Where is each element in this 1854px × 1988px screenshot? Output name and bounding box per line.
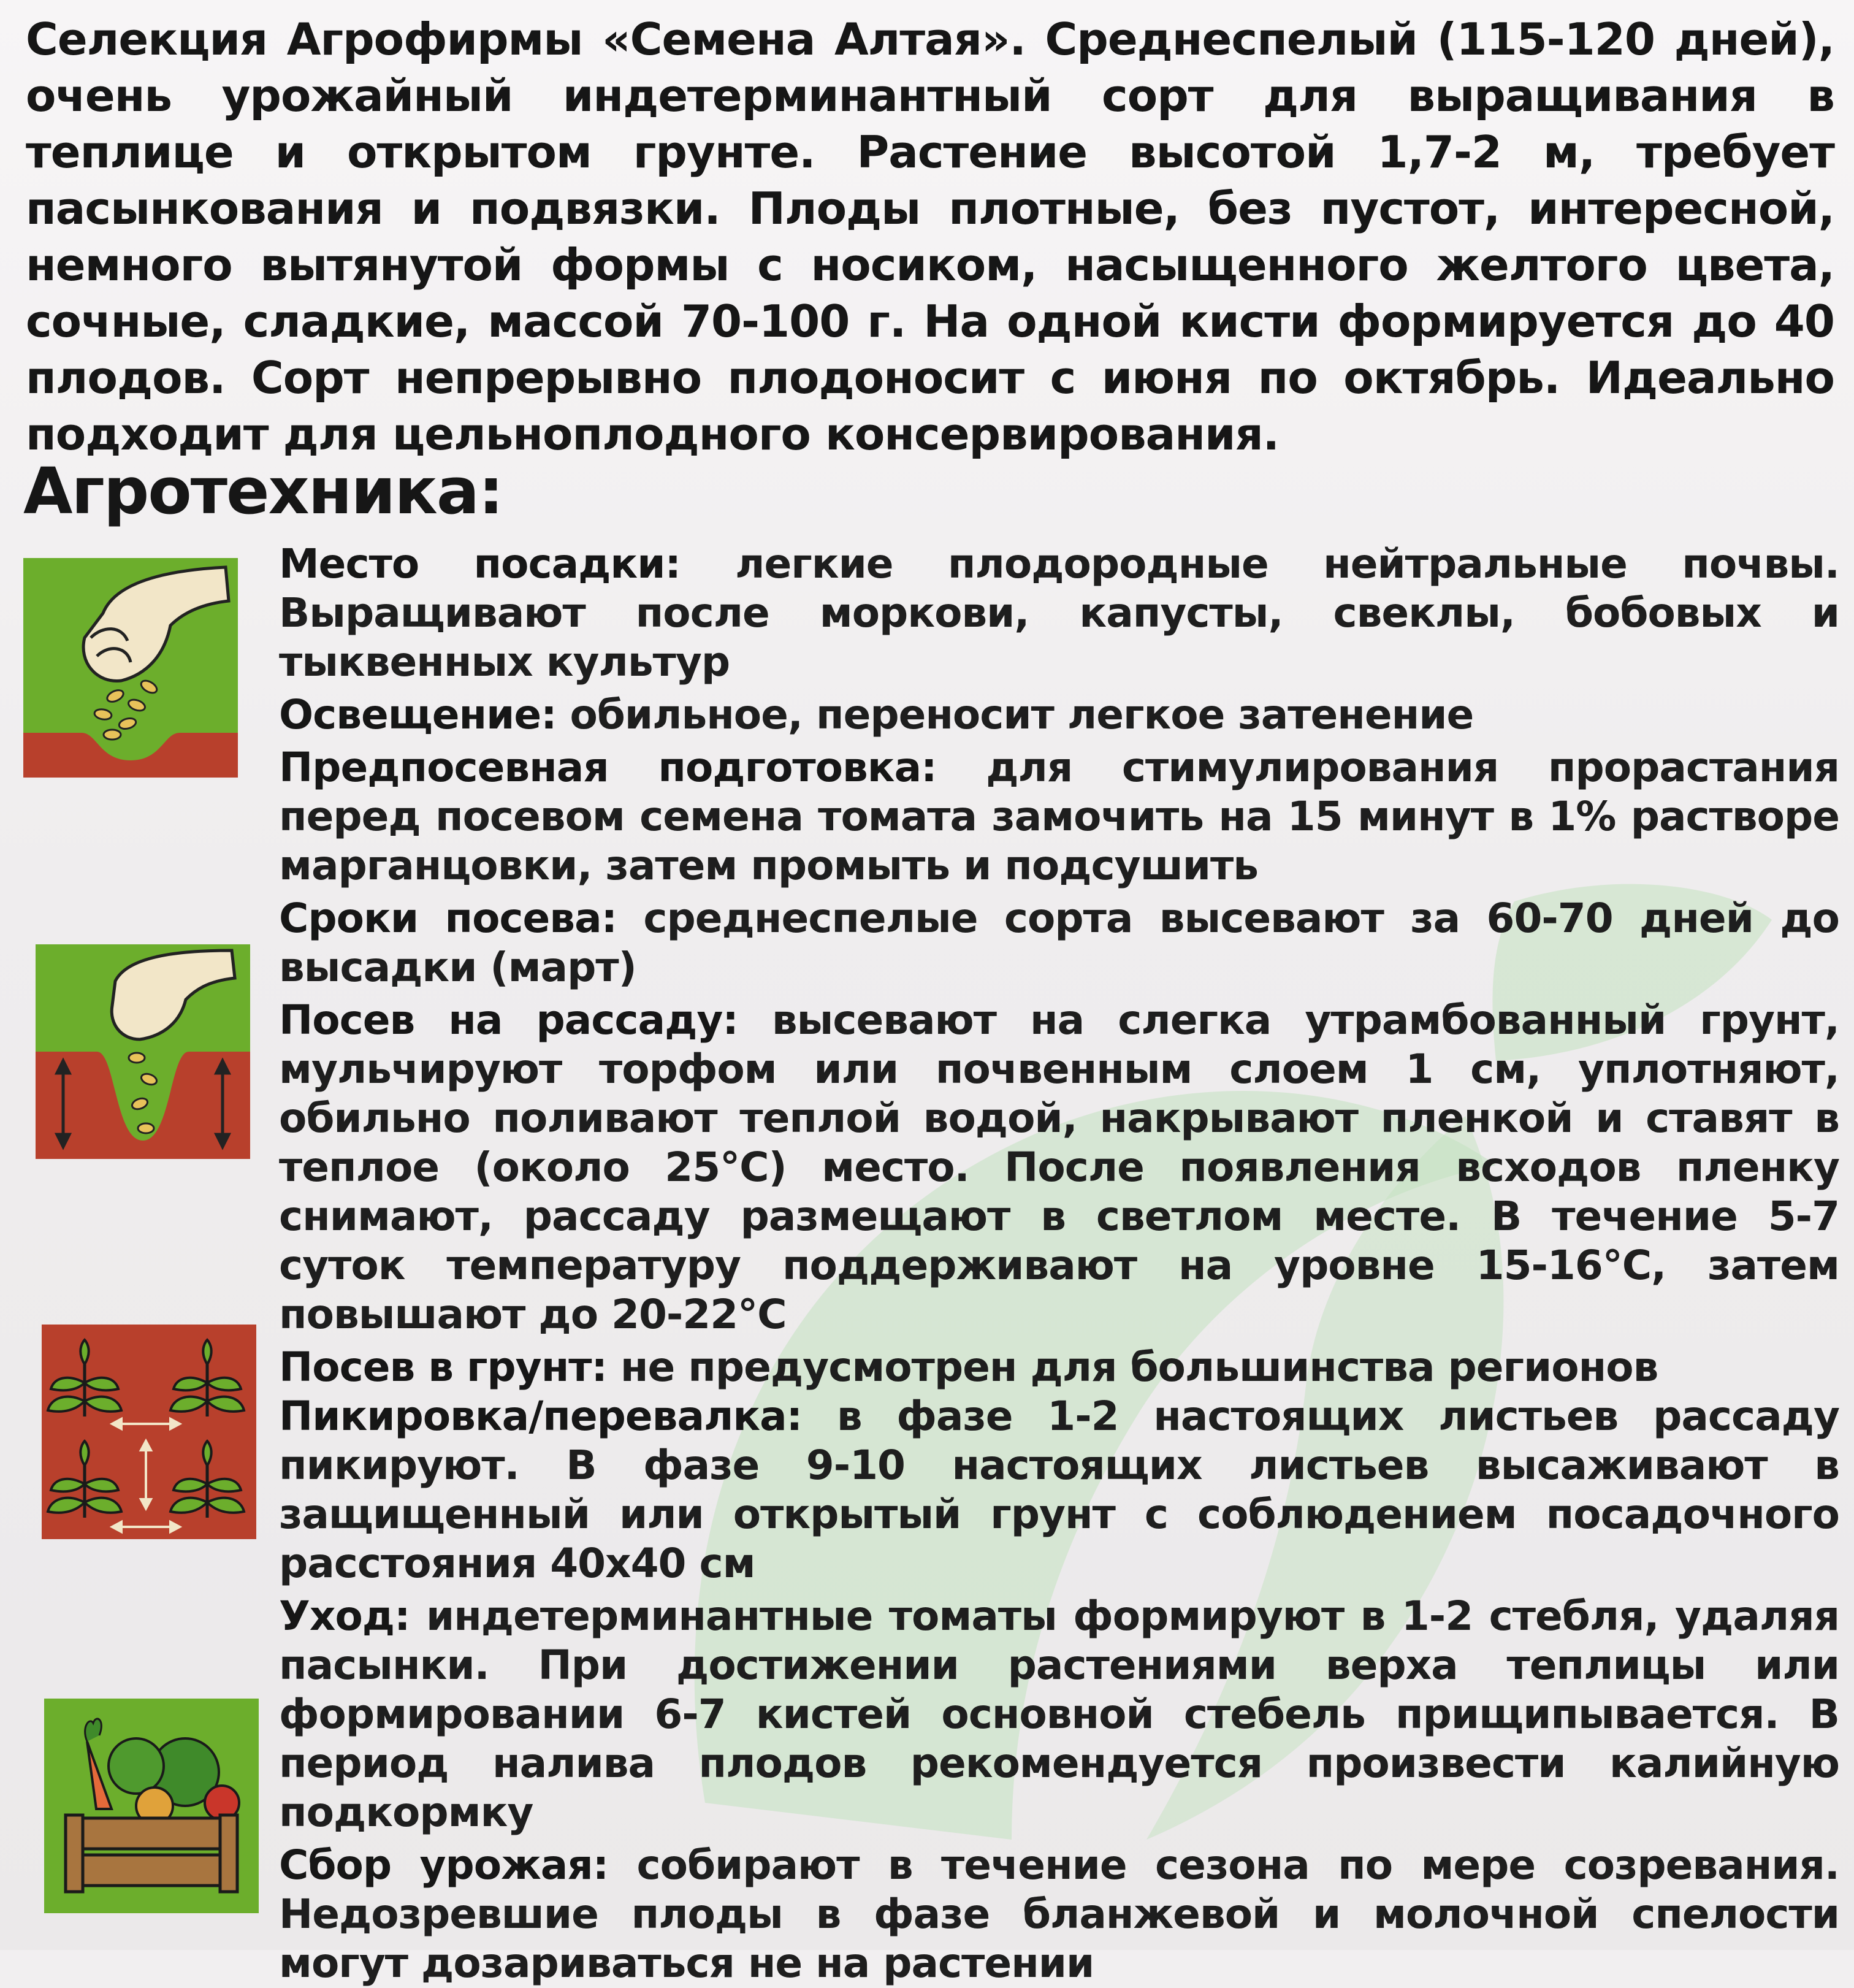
seedling-spacing-icon — [42, 1325, 256, 1539]
section-direct-sowing — [279, 1343, 1839, 1392]
section-label: Место посадки: — [279, 540, 681, 587]
breeder-lead: Селекция Агрофирмы «Семена Алтая». — [26, 13, 1026, 65]
section-pricking-out — [279, 1392, 1839, 1588]
section-text: не предусмотрен для большинства регионов — [606, 1344, 1658, 1391]
section-label: Пикировка/перевалка: — [279, 1393, 803, 1440]
section-label: Посев в грунт: — [279, 1344, 607, 1391]
agrotech-heading: Агротехника: — [23, 454, 503, 529]
section-text: для стимулирования прорастания перед посевом семена томата замочить на 15 минут в 1% растворе марганцовки, затем промыть и подсушить — [279, 744, 1839, 889]
section-care — [279, 1592, 1839, 1837]
section-text: собирают в течение сезона по мере созревания. Недозревшие плоды в фазе бланжевой и молочной спелости могут дозариваться не на растении — [279, 1841, 1839, 1987]
variety-description — [26, 11, 1834, 462]
section-label: Сроки посева: — [279, 895, 617, 942]
section-lighting — [279, 690, 1839, 740]
section-text: легкие плодородные нейтральные почвы. Выращивают после моркови, капусты, свеклы, бобовых и тыквенных культур — [279, 540, 1839, 686]
vegetable-crate-icon — [44, 1699, 259, 1913]
section-planting-site — [279, 540, 1839, 687]
section-label: Предпосевная подготовка: — [279, 744, 937, 791]
section-text: индетерминантные томаты формируют в 1-2 стебля, удаляя пасынки. При достижении растениями верха теплицы или формировании 6-7 кистей основной стебель прищипывается. В период налива плодов рекомендуется произвести калийную подкормку — [279, 1592, 1839, 1836]
section-text: в фазе 1-2 настоящих листьев рассаду пикируют. В фазе 9-10 настоящих листьев высаживают в защищенный или открытый грунт с соблюдением посадочного расстояния 40х40 см — [279, 1393, 1839, 1587]
section-harvest — [279, 1841, 1839, 1988]
section-label: Посев на рассаду: — [279, 996, 738, 1044]
section-label: Сбор урожая: — [279, 1841, 609, 1889]
section-text: обильное, переносит легкое затенение — [556, 691, 1474, 738]
section-seedling-sowing — [279, 996, 1839, 1339]
seed-in-furrow-icon — [36, 944, 250, 1159]
hand-sowing-seeds-icon — [23, 558, 238, 778]
section-text: высевают на слегка утрамбованный грунт, мульчируют торфом или почвенным слоем 1 см, уплотняют, обильно поливают теплой водой, накрывают пленкой и ставят в теплое (около 25°С) место. После появления всходов пленку снимают, рассаду размещают в светлом месте. В течение 5-7 суток температуру поддерживают на уровне 15-16°С, затем повышают до 20-22°С — [279, 996, 1839, 1338]
agrotech-sections — [279, 540, 1839, 1988]
section-seed-preparation — [279, 743, 1839, 890]
section-sowing-dates — [279, 894, 1839, 992]
section-text: среднеспелые сорта высевают за 60-70 дней до высадки (март) — [279, 895, 1839, 991]
section-label: Освещение: — [279, 691, 557, 738]
section-label: Уход: — [279, 1592, 410, 1640]
description-text: Среднеспелый (115-120 дней), очень урожайный индетерминантный сорт для выращивания в теплице и открытом грунте. Растение высотой 1,7-2 м, требует пасынкования и подвязки. Плоды плотные, без пустот, интересной, немного вытянутой формы с носиком, насыщенного желтого цвета, сочные, сладкие, массой 70-100 г. На одной кисти формируется до 40 плодов. Сорт непрерывно плодоносит с июня по октябрь. Идеально подходит для цельноплодного консервирования. — [26, 13, 1834, 460]
